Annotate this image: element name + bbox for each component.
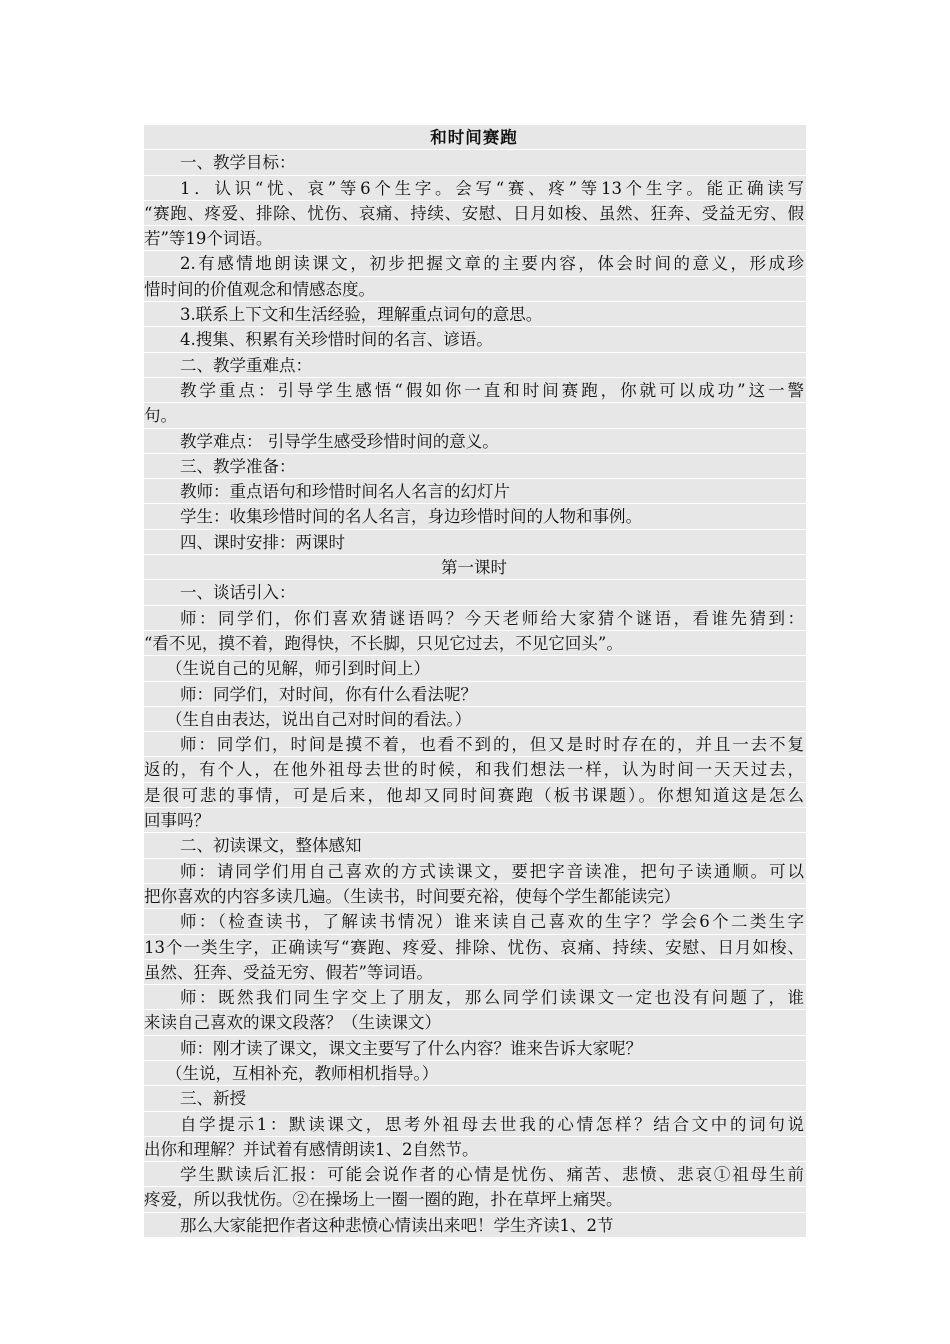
text-line: 13个一类生字，正确读写“赛跑、疼爱、排除、忧伤、哀痛、持续、安慰、日月如梭、 [144, 935, 806, 960]
text-line: 师：刚才读了课文，课文主要写了什么内容？谁来告诉大家呢？ [144, 1036, 806, 1061]
text-line: （生说自己的见解，师引到时间上） [144, 656, 806, 681]
text-line: 学生：收集珍惜时间的名人名言，身边珍惜时间的人物和事例。 [144, 504, 806, 529]
text-line: 3.联系上下文和生活经验，理解重点词句的意思。 [144, 302, 806, 327]
text-line: 师：同学们，对时间，你有什么看法呢？ [144, 682, 806, 707]
text-line: 学生默读后汇报：可能会说作者的心情是忧伤、痛苦、悲愤、悲哀①祖母生前 [144, 1162, 806, 1187]
text-line: （生自由表达，说出自己对时间的看法。） [144, 707, 806, 732]
text-line: 4.搜集、积累有关珍惜时间的名言、谚语。 [144, 327, 806, 352]
text-line: 把你喜欢的内容多读几遍。（生读书，时间要充裕，使每个学生都能读完） [144, 884, 806, 909]
text-line: 回事吗？ [144, 808, 806, 833]
text-line: 2.有感情地朗读课文，初步把握文章的主要内容，体会时间的意义，形成珍 [144, 251, 806, 276]
text-line: 师：既然我们同生字交上了朋友，那么同学们读课文一定也没有问题了，谁 [144, 985, 806, 1010]
text-line: 师：（检查读书，了解读书情况）谁来读自己喜欢的生字？学会6个二类生字 [144, 909, 806, 934]
text-line: 自学提示1：默读课文，思考外祖母去世我的心情怎样？结合文中的词句说 [144, 1112, 806, 1137]
text-line: 1．认识“忧、哀”等6个生字。会写“赛、疼”等13个生字。能正确读写 [144, 176, 806, 201]
document-body [144, 125, 806, 1238]
document-title: 和时间赛跑 [144, 125, 806, 150]
text-line: 若”等19个词语。 [144, 226, 806, 251]
text-line: 那么大家能把作者这种悲愤心情读出来吧！学生齐读1、2节 [144, 1213, 806, 1238]
text-line: 二、教学重难点： [144, 353, 806, 378]
document-lines [144, 150, 806, 1238]
text-line: 师：同学们，你们喜欢猜谜语吗？今天老师给大家猜个谜语，看谁先猜到： [144, 606, 806, 631]
text-line: 师：请同学们用自己喜欢的方式读课文，要把字音读准，把句子读通顺。可以 [144, 859, 806, 884]
text-line: 疼爱，所以我忧伤。②在操场上一圈一圈的跑，扑在草坪上痛哭。 [144, 1187, 806, 1212]
text-line: 三、教学准备： [144, 454, 806, 479]
text-line: 教学重点：引导学生感悟“假如你一直和时间赛跑，你就可以成功”这一警 [144, 378, 806, 403]
text-line: 四、课时安排：两课时 [144, 530, 806, 555]
text-line: 来读自己喜欢的课文段落？（生读课文） [144, 1010, 806, 1035]
text-line: 句。 [144, 403, 806, 428]
text-line: 惜时间的价值观念和情感态度。 [144, 277, 806, 302]
text-line: 虽然、狂奔、受益无穷、假若”等词语。 [144, 960, 806, 985]
text-line: 返的，有个人，在他外祖母去世的时候，和我们想法一样，认为时间一天天过去， [144, 757, 806, 782]
text-line: 第一课时 [144, 555, 806, 580]
text-line: “看不见，摸不着，跑得快，不长脚，只见它过去，不见它回头”。 [144, 631, 806, 656]
text-line: “赛跑、疼爱、排除、忧伤、哀痛、持续、安慰、日月如梭、虽然、狂奔、受益无穷、假 [144, 201, 806, 226]
text-line: 出你和理解？并试着有感情朗读1、2自然节。 [144, 1137, 806, 1162]
text-line: 师：同学们，时间是摸不着，也看不到的，但又是时时存在的，并且一去不复 [144, 732, 806, 757]
text-line: 三、新授 [144, 1086, 806, 1111]
text-line: 二、初读课文，整体感知 [144, 833, 806, 858]
text-line: 教师：重点语句和珍惜时间名人名言的幻灯片 [144, 479, 806, 504]
text-line: 一、教学目标： [144, 150, 806, 175]
text-line: 是很可悲的事情，可是后来，他却又同时间赛跑（板书课题）。你想知道这是怎么 [144, 783, 806, 808]
text-line: （生说，互相补充，教师相机指导。） [144, 1061, 806, 1086]
text-line: 教学难点： 引导学生感受珍惜时间的意义。 [144, 429, 806, 454]
text-line: 一、谈话引入： [144, 580, 806, 605]
